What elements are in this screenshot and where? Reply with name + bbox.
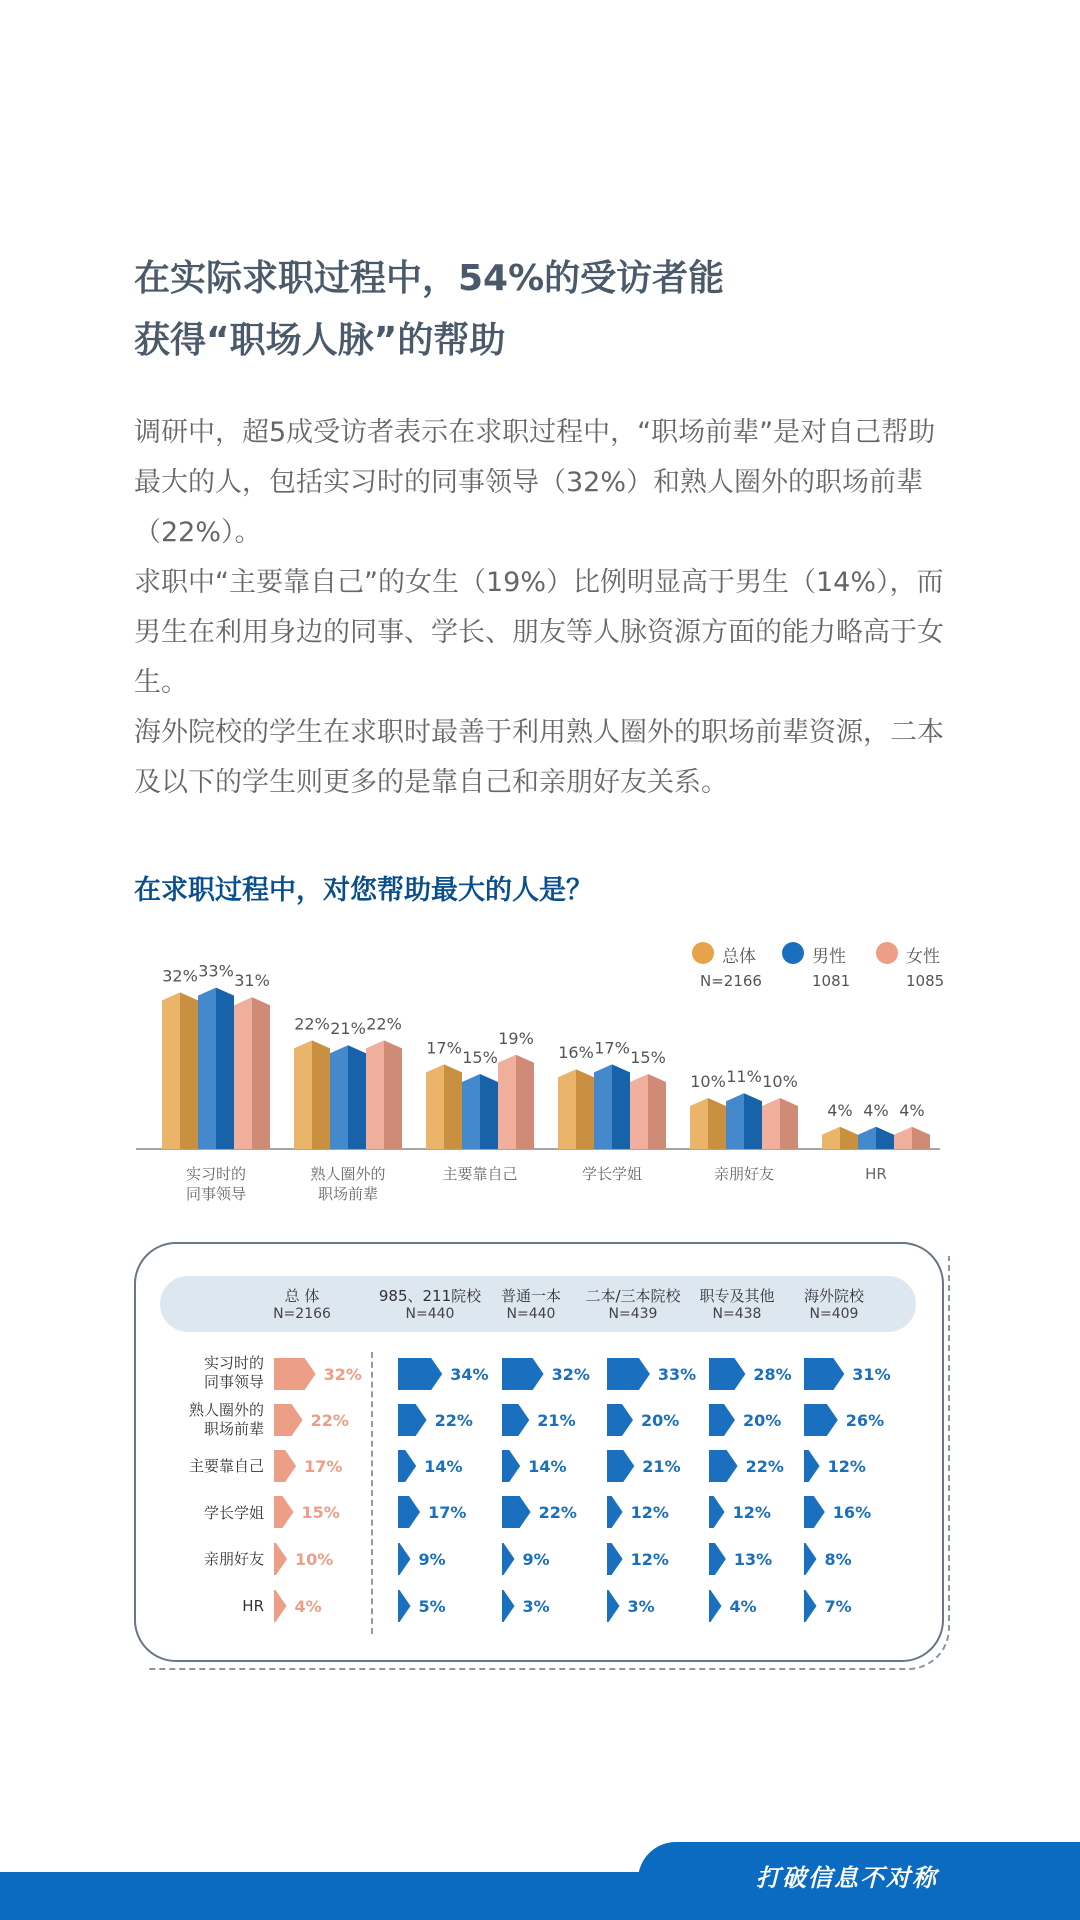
total-column-divider — [371, 1352, 373, 1634]
column-header-label: 总 体 — [284, 1287, 320, 1305]
column-header-n: N=409 — [809, 1306, 859, 1322]
paragraph-3: 海外院校的学生在求职时最善于利用熟人圈外的职场前辈资源，二本及以下的学生则更多的是靠自己和亲朋好友关系。 — [134, 717, 944, 798]
legend-n-female: 1085 — [906, 972, 945, 990]
bar-total — [558, 1069, 594, 1149]
bar-face-left — [294, 1040, 312, 1149]
bar-female — [894, 1127, 930, 1149]
bar-face-left — [690, 1098, 708, 1149]
bar-face-right — [912, 1127, 930, 1149]
row-label-line: 实习时的 — [203, 1354, 264, 1372]
bar-face-left — [366, 1040, 384, 1149]
data-label: 32% — [162, 966, 198, 986]
column-header-total — [273, 1287, 331, 1323]
bar-total — [822, 1127, 858, 1149]
column-header-n: N=440 — [506, 1306, 556, 1322]
bar-face-left — [198, 988, 216, 1149]
data-label: 15% — [462, 1048, 498, 1067]
row-label-hr: HR — [242, 1597, 264, 1615]
value-label: 17% — [428, 1503, 467, 1522]
bar-face-left — [558, 1069, 576, 1149]
value-label: 22% — [538, 1503, 577, 1522]
bar-face-right — [876, 1127, 894, 1149]
bar-face-right — [612, 1064, 630, 1149]
data-label: 31% — [234, 971, 270, 991]
category-label: 同事领导 — [185, 1185, 247, 1203]
bar-face-right — [480, 1074, 498, 1149]
bar-total — [162, 992, 198, 1149]
headline-line-2: 获得“职场人脉”的帮助 — [134, 320, 506, 361]
bar-male — [198, 988, 234, 1149]
paragraph-1: 调研中，超5成受访者表示在求职过程中，“职场前辈”是对自己帮助最大的人，包括实习时的同事领导（32%）和熟人圈外的职场前辈（22%）。 — [134, 417, 936, 548]
bar-female — [630, 1074, 666, 1149]
headline-line-1: 在实际求职过程中，54%的受访者能 — [134, 258, 725, 299]
column-header-label: 985、211院校 — [378, 1287, 482, 1305]
bar-male — [594, 1064, 630, 1149]
value-label: 16% — [832, 1503, 872, 1522]
value-label: 15% — [301, 1503, 340, 1522]
bar-face-left — [858, 1127, 876, 1149]
value-label: 12% — [732, 1503, 771, 1522]
paragraph-2: 求职中“主要靠自己”的女生（19%）比例明显高于男生（14%），而男生在利用身边的同事、学长、朋友等人脉资源方面的能力略高于女生。 — [134, 567, 944, 698]
legend-n-total: N=2166 — [700, 972, 762, 990]
column-header-985-211 — [379, 1287, 481, 1323]
data-label: 10% — [690, 1072, 726, 1091]
bar-face-left — [594, 1064, 612, 1149]
value-label: 31% — [852, 1365, 891, 1384]
column-header-vocational — [699, 1287, 774, 1323]
value-label: 17% — [304, 1457, 343, 1476]
bar-face-right — [384, 1040, 402, 1149]
bar-male — [726, 1093, 762, 1149]
column-header-n: N=438 — [712, 1306, 762, 1322]
bar-face-right — [516, 1055, 534, 1149]
value-label: 12% — [630, 1550, 669, 1569]
data-label: 22% — [366, 1014, 402, 1034]
row-label-internship — [160, 1354, 264, 1392]
category-label: HR — [865, 1165, 887, 1183]
data-label: 17% — [426, 1038, 462, 1058]
data-label: 21% — [330, 1019, 366, 1039]
bar-male — [330, 1045, 366, 1149]
bar-face-right — [180, 992, 198, 1149]
bar-face-right — [444, 1064, 462, 1149]
value-label: 32% — [323, 1365, 362, 1384]
legend-label-male: 男性 — [812, 947, 846, 967]
bar-female — [498, 1055, 534, 1149]
value-label: 9% — [522, 1550, 550, 1569]
row-label-friends: 亲朋好友 — [203, 1550, 264, 1568]
bar-face-left — [462, 1074, 480, 1149]
value-label: 12% — [630, 1503, 669, 1522]
value-label: 14% — [528, 1457, 567, 1476]
value-label: 22% — [745, 1457, 784, 1476]
row-label-line: 职场前辈 — [203, 1420, 264, 1438]
bar-face-right — [252, 997, 270, 1149]
value-label: 12% — [827, 1457, 866, 1476]
bar-face-left — [822, 1127, 840, 1149]
bar-face-left — [894, 1127, 912, 1149]
data-label: 19% — [498, 1028, 534, 1048]
body-text — [134, 408, 954, 808]
column-header-tier2-3 — [585, 1287, 680, 1323]
value-label: 26% — [845, 1411, 885, 1430]
headline — [134, 248, 954, 372]
bar-female — [234, 997, 270, 1149]
bar-face-right — [348, 1045, 366, 1149]
category-label: 学长学姐 — [581, 1165, 643, 1183]
value-label: 14% — [424, 1457, 463, 1476]
legend-label-total: 总体 — [722, 947, 756, 967]
value-label: 3% — [627, 1597, 655, 1616]
bar-female — [762, 1098, 798, 1149]
bar-face-left — [630, 1074, 648, 1149]
data-label: 10% — [762, 1072, 798, 1091]
chart-title: 在求职过程中，对您帮助最大的人是？ — [134, 875, 593, 906]
data-label: 22% — [294, 1014, 330, 1034]
column-header-label: 普通一本 — [500, 1287, 562, 1305]
bar-face-left — [762, 1098, 780, 1149]
row-label-self: 主要靠自己 — [188, 1457, 264, 1475]
category-label: 职场前辈 — [317, 1185, 379, 1203]
value-label: 10% — [295, 1550, 334, 1569]
value-label: 21% — [537, 1411, 576, 1430]
bar-face-right — [744, 1093, 762, 1149]
bar-face-left — [426, 1064, 444, 1149]
value-label: 22% — [434, 1411, 473, 1430]
bar-total — [294, 1040, 330, 1149]
row-label-senior — [160, 1401, 264, 1439]
category-label: 熟人圈外的 — [310, 1165, 386, 1183]
column-header-n: N=440 — [405, 1306, 455, 1322]
value-label: 22% — [310, 1411, 349, 1430]
value-label: 4% — [294, 1597, 322, 1616]
data-label: 15% — [630, 1048, 666, 1067]
data-label: 4% — [827, 1100, 853, 1120]
bar-chart — [130, 930, 950, 1220]
value-label: 5% — [418, 1597, 446, 1616]
category-label: 主要靠自己 — [442, 1165, 518, 1183]
value-label: 34% — [450, 1365, 489, 1384]
row-label-alumni: 学长学姐 — [203, 1504, 264, 1522]
column-header-label: 海外院校 — [803, 1287, 865, 1305]
category-label: 亲朋好友 — [713, 1165, 775, 1183]
column-header-n: N=439 — [608, 1306, 658, 1322]
value-label: 9% — [418, 1550, 446, 1569]
category-label: 实习时的 — [185, 1165, 247, 1183]
bar-face-left — [234, 997, 252, 1149]
data-label: 16% — [558, 1043, 594, 1063]
bar-face-left — [498, 1055, 516, 1149]
bar-face-right — [312, 1040, 330, 1149]
bar-face-left — [726, 1093, 744, 1149]
column-header-label: 二本/三本院校 — [585, 1287, 681, 1305]
value-label: 28% — [753, 1365, 792, 1384]
value-label: 32% — [551, 1365, 590, 1384]
value-label: 7% — [824, 1597, 852, 1616]
column-header-n: N=2166 — [273, 1306, 331, 1322]
bar-male — [462, 1074, 498, 1149]
value-label: 21% — [642, 1457, 681, 1476]
bar-face-left — [162, 992, 180, 1149]
row-label-line: 熟人圈外的 — [188, 1401, 264, 1419]
bar-face-right — [780, 1098, 798, 1149]
bar-face-left — [330, 1045, 348, 1149]
value-label: 13% — [733, 1550, 773, 1569]
bar-face-right — [708, 1098, 726, 1149]
data-label: 11% — [726, 1067, 762, 1087]
column-header-overseas — [804, 1287, 864, 1323]
bar-total — [426, 1064, 462, 1149]
data-label: 4% — [863, 1100, 889, 1120]
value-label: 3% — [522, 1597, 550, 1616]
value-label: 8% — [824, 1550, 852, 1569]
row-label-line: 同事领导 — [203, 1373, 264, 1391]
legend-label-female: 女性 — [906, 947, 940, 967]
bar-total — [690, 1098, 726, 1149]
data-label: 17% — [594, 1038, 630, 1058]
data-label: 33% — [198, 961, 234, 981]
bar-face-right — [576, 1069, 594, 1149]
value-label: 4% — [729, 1597, 757, 1616]
legend-n-male: 1081 — [812, 972, 851, 990]
bar-face-right — [648, 1074, 666, 1149]
bar-face-right — [840, 1127, 858, 1149]
value-label: 33% — [657, 1365, 697, 1384]
data-label: 4% — [899, 1100, 925, 1120]
value-label: 20% — [641, 1411, 680, 1430]
column-header-label: 职专及其他 — [699, 1287, 775, 1305]
column-header-tier1 — [501, 1287, 561, 1323]
bar-face-right — [216, 988, 234, 1149]
footer-slogan: 打破信息不对称 — [756, 1864, 938, 1892]
bar-male — [858, 1127, 894, 1149]
bar-female — [366, 1040, 402, 1149]
value-label: 20% — [743, 1411, 782, 1430]
